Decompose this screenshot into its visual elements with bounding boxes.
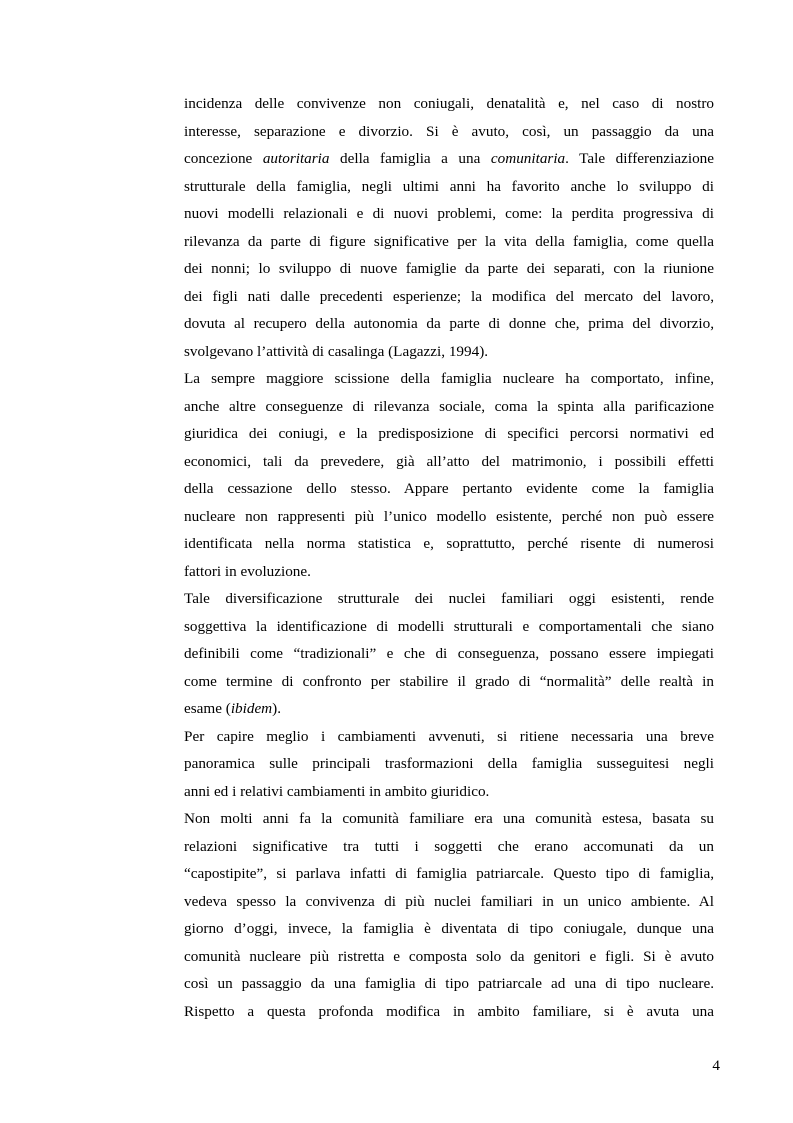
text-line	[184, 888, 714, 916]
italic-text: autoritaria	[262, 150, 330, 167]
text-segment: esame (	[184, 700, 231, 717]
text-line	[184, 640, 714, 668]
text-line	[184, 613, 714, 641]
text-line	[184, 833, 714, 861]
text-segment: La sempre maggiore scissione della famiglia nucleare ha comportato, infine,	[184, 370, 714, 387]
text-segment: strutturale della famiglia, negli ultimi anni ha favorito anche lo sviluppo di	[184, 177, 714, 195]
text-line	[184, 585, 714, 613]
text-line	[184, 558, 714, 586]
text-segment: interesse, separazione e divorzio. Si è avuto, così, un passaggio da una	[184, 122, 714, 140]
italic-text: ibidem	[230, 700, 273, 717]
text-segment: economici, tali da prevedere, già all’atto del matrimonio, i possibili effetti	[184, 452, 714, 470]
text-line	[184, 255, 714, 283]
page-number: 4	[712, 1057, 720, 1074]
text-line	[184, 365, 714, 393]
text-line	[184, 200, 714, 228]
text-line	[184, 723, 714, 751]
text-segment: Non molti anni fa la comunità familiare era una comunità estesa, basata su	[184, 810, 714, 827]
text-segment: nucleare non rappresenti più l’unico modello esistente, perché non può essere	[184, 507, 714, 525]
text-line	[184, 90, 714, 118]
text-segment: relazioni significative tra tutti i soggetti che erano accomunati da un	[184, 837, 714, 855]
text-line	[184, 338, 714, 366]
text-line	[184, 145, 714, 173]
text-segment: Per capire meglio i cambiamenti avvenuti, si ritiene necessaria una breve	[184, 727, 714, 745]
text-segment: come termine di confronto per stabilire il grado di “normalità” delle realtà in	[184, 672, 714, 690]
text-segment: Tale diversificazione strutturale dei nuclei familiari oggi esistenti, rende	[184, 590, 714, 607]
text-segment: definibili come “tradizionali” e che di conseguenza, possano essere impiegati	[184, 645, 714, 662]
text-line	[184, 998, 714, 1026]
text-segment: anni ed i relativi cambiamenti in ambito giuridico.	[184, 782, 490, 800]
text-segment: svolgevano l’attività di casalinga (Lagazzi, 1994).	[184, 342, 489, 360]
text-segment: dei figli nati dalle precedenti esperienze; la modifica del mercato del lavoro,	[184, 287, 714, 305]
text-line	[184, 228, 714, 256]
text-line	[184, 750, 714, 778]
text-segment: vedeva spesso la convivenza di più nuclei familiari in un unico ambiente. Al	[184, 892, 714, 910]
text-line	[184, 310, 714, 338]
text-line	[184, 173, 714, 201]
text-line	[184, 475, 714, 503]
text-line	[184, 778, 714, 806]
text-segment: panoramica sulle principali trasformazioni della famiglia susseguitesi negli	[184, 755, 714, 772]
text-line	[184, 530, 714, 558]
text-segment: dei nonni; lo sviluppo di nuove famiglie da parte dei separati, con la riunione	[184, 260, 714, 277]
text-segment: giorno d’oggi, invece, la famiglia è diventata di tipo coniugale, dunque una	[184, 920, 714, 937]
text-line	[184, 393, 714, 421]
text-segment: identificata nella norma statistica e, soprattutto, perché risente di numerosi	[184, 535, 714, 552]
text-segment: comunità nucleare più ristretta e composta solo da genitori e figli. Si è avuto	[184, 947, 714, 965]
text-segment: anche altre conseguenze di rilevanza sociale, coma la spinta alla parificazione	[184, 397, 714, 415]
text-segment: fattori in evoluzione.	[184, 562, 311, 580]
text-segment: “capostipite”, si parlava infatti di famiglia patriarcale. Questo tipo di famiglia,	[184, 865, 714, 882]
text-segment: Rispetto a questa profonda modifica in ambito familiare, si è avuta una	[184, 1002, 714, 1020]
text-line	[184, 448, 714, 476]
text-line	[184, 668, 714, 696]
text-segment: giuridica dei coniugi, e la predisposizione di specifici percorsi normativi ed	[184, 425, 714, 442]
text-line	[184, 118, 714, 146]
text-segment: rilevanza da parte di figure significative per la vita della famiglia, come quella	[184, 232, 714, 250]
text-segment: incidenza delle convivenze non coniugali, denatalità e, nel caso di nostro	[184, 95, 714, 112]
text-line	[184, 943, 714, 971]
text-segment: della famiglia a una	[329, 150, 491, 167]
text-line	[184, 970, 714, 998]
italic-text: comunitaria	[490, 150, 566, 167]
text-segment: così un passaggio da una famiglia di tipo patriarcale ad una di tipo nucleare.	[184, 975, 714, 992]
text-line	[184, 503, 714, 531]
text-line	[184, 860, 714, 888]
text-segment: della cessazione dello stesso. Appare pertanto evidente come la famiglia	[184, 480, 714, 497]
text-line	[184, 420, 714, 448]
text-segment: nuovi modelli relazionali e di nuovi problemi, come: la perdita progressiva di	[184, 205, 714, 222]
text-segment: soggettiva la identificazione di modelli strutturali e comportamentali che siano	[184, 617, 714, 635]
text-line	[184, 915, 714, 943]
text-line	[184, 695, 714, 723]
text-line	[184, 283, 714, 311]
text-line	[184, 805, 714, 833]
text-segment: concezione	[184, 150, 263, 167]
text-segment: dovuta al recupero della autonomia da parte di donne che, prima del divorzio,	[184, 315, 714, 332]
text-segment: . Tale differenziazione	[565, 150, 714, 167]
page-body-text	[184, 90, 714, 1025]
text-segment: ).	[272, 700, 282, 717]
